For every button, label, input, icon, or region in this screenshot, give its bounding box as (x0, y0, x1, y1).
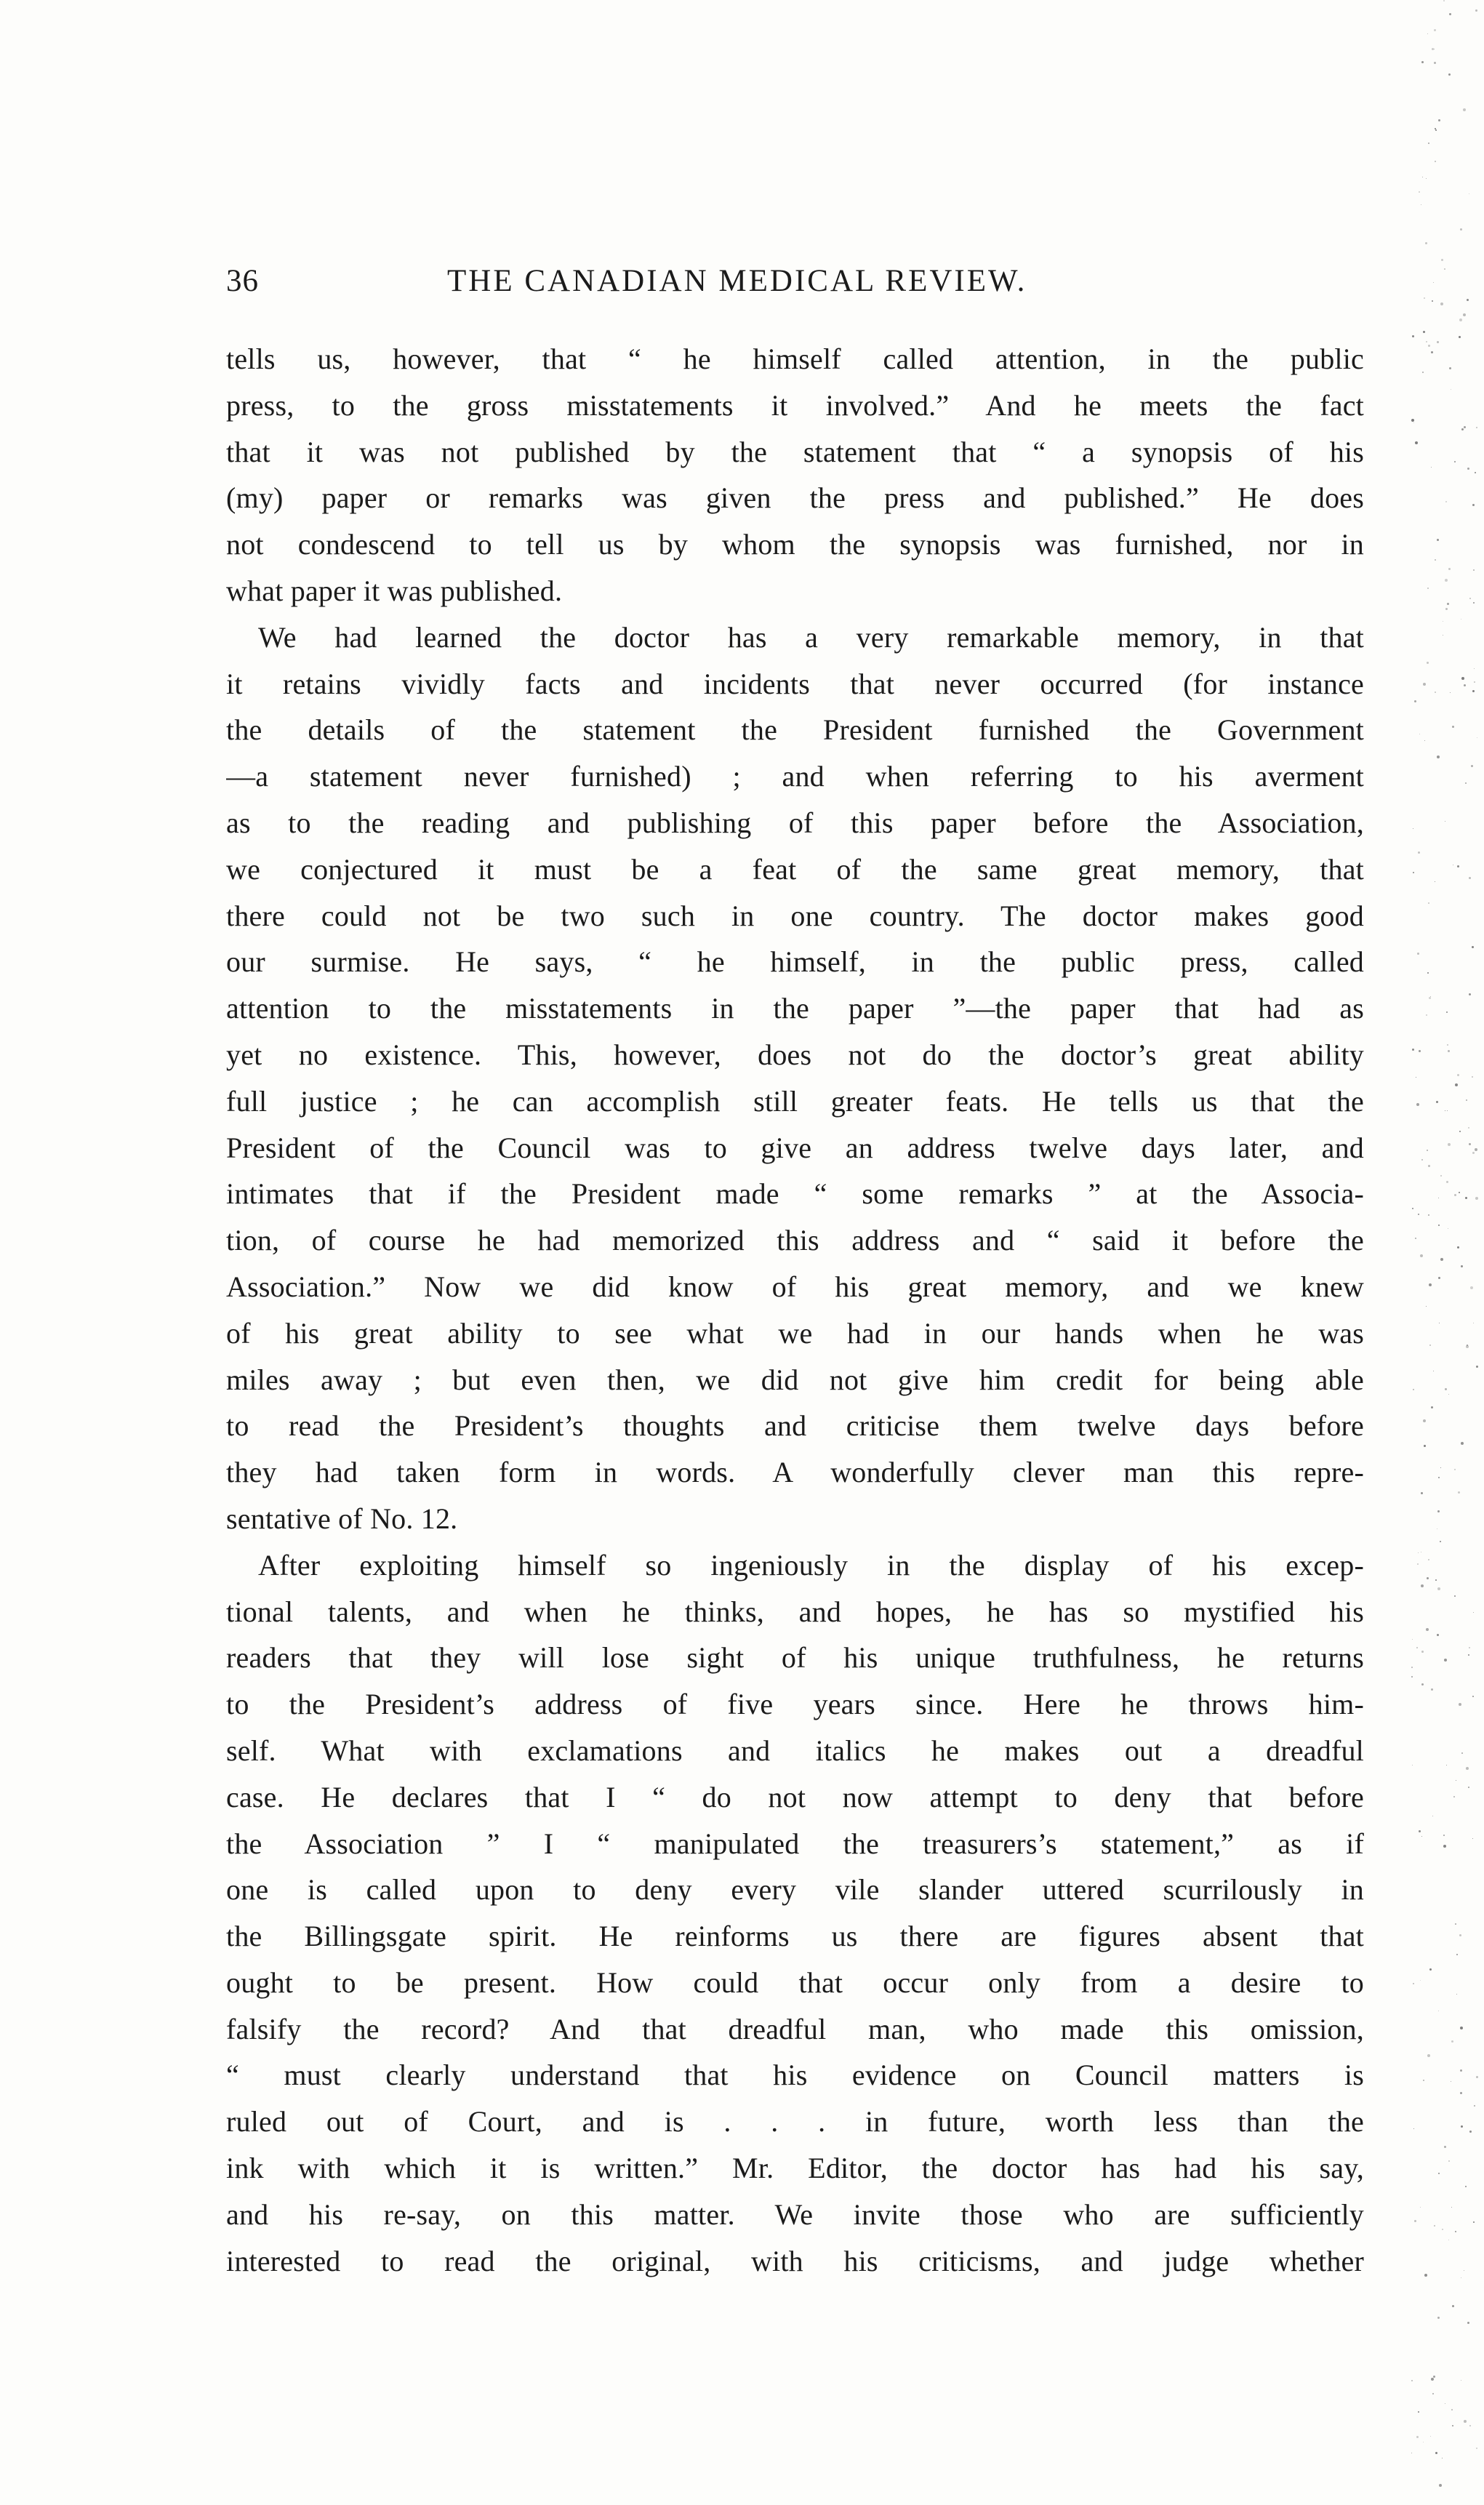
noise-speck (1446, 1181, 1448, 1183)
noise-speck (1421, 1683, 1424, 1686)
noise-speck (1423, 2080, 1424, 2081)
noise-speck (1469, 2131, 1472, 2133)
text-line: the Association ” I “ manipulated the treasurers’s statement,” as if (226, 1827, 1364, 1860)
noise-speck (1426, 341, 1427, 342)
noise-speck (1414, 2220, 1416, 2222)
noise-speck (1476, 1366, 1478, 1368)
noise-speck (1419, 1050, 1421, 1052)
noise-speck (1442, 2229, 1443, 2230)
noise-speck (1426, 1014, 1427, 1016)
noise-speck (1457, 865, 1459, 867)
noise-speck (1474, 681, 1475, 683)
noise-speck (1435, 559, 1436, 561)
noise-speck (1423, 683, 1426, 686)
noise-speck (1459, 1703, 1461, 1706)
noise-speck (1428, 1165, 1430, 1167)
noise-speck (1457, 1246, 1459, 1249)
noise-speck (1433, 282, 1434, 283)
noise-speck (1431, 467, 1432, 468)
noise-speck (1459, 1131, 1461, 1132)
noise-speck (1454, 461, 1456, 462)
noise-speck (1448, 2160, 1450, 2162)
noise-speck (1469, 1143, 1471, 1145)
noise-speck (1463, 108, 1466, 111)
text-line: ink with which it is written.” Mr. Editor, the doctor has had his say, (226, 2152, 1364, 2185)
text-line: yet no existence. This, however, does not do the doctor’s great ability (226, 1038, 1364, 1071)
noise-speck (1423, 331, 1425, 333)
noise-speck (1424, 740, 1425, 741)
noise-speck (1447, 603, 1449, 605)
noise-speck (1460, 228, 1462, 231)
noise-speck (1476, 2076, 1478, 2078)
noise-speck (1456, 1954, 1458, 1955)
noise-speck (1431, 1406, 1433, 1408)
noise-speck (1437, 2317, 1440, 2319)
noise-speck (1428, 1559, 1429, 1560)
noise-speck (1438, 119, 1440, 121)
noise-speck (1411, 1667, 1413, 1668)
noise-speck (1438, 1477, 1440, 1478)
noise-speck (1431, 351, 1433, 353)
noise-speck (1464, 2420, 1467, 2423)
noise-speck (1455, 1923, 1456, 1925)
noise-speck (1475, 9, 1477, 12)
noise-speck (1418, 2411, 1419, 2413)
noise-speck (1423, 1419, 1426, 1422)
noise-speck (1466, 1345, 1469, 1348)
noise-speck (1454, 1595, 1456, 1597)
noise-speck (1466, 1767, 1469, 1770)
noise-speck (1472, 690, 1475, 692)
noise-speck (1417, 1563, 1419, 1565)
noise-speck (1418, 1214, 1419, 1215)
noise-speck (1422, 372, 1424, 373)
text-line: one is called upon to deny every vile slander uttered scurrilously in (226, 1873, 1364, 1907)
noise-speck (1452, 2425, 1453, 2426)
noise-speck (1475, 472, 1476, 473)
noise-speck (1424, 1445, 1426, 1447)
noise-speck (1421, 1836, 1422, 1837)
noise-speck (1448, 73, 1451, 76)
text-line: to read the President’s thoughts and criticise them twelve days before (226, 1409, 1364, 1443)
noise-speck (1411, 419, 1414, 422)
text-line: —a statement never furnished) ; and when referring to his averment (226, 760, 1364, 793)
noise-speck (1473, 569, 1475, 571)
text-line: sentative of No. 12. (226, 1502, 458, 1535)
noise-speck (1428, 1214, 1429, 1216)
noise-speck (1450, 692, 1451, 693)
noise-speck (1476, 427, 1477, 428)
noise-speck (1469, 2425, 1471, 2426)
noise-speck (1460, 2069, 1462, 2072)
noise-speck (1437, 1510, 1440, 1512)
noise-speck (1447, 1044, 1448, 1046)
noise-speck (1447, 1110, 1448, 1111)
noise-speck (1472, 1152, 1475, 1154)
noise-speck (1427, 972, 1429, 974)
text-line: tion, of course he had memorized this address and “ said it before the (226, 1224, 1364, 1257)
noise-speck (1461, 677, 1464, 680)
noise-speck (1471, 765, 1473, 767)
noise-speck (1431, 2378, 1434, 2381)
text-line: tells us, however, that “ he himself called attention, in the public (226, 342, 1364, 375)
noise-speck (1465, 2186, 1467, 2187)
text-line: After exploiting himself so ingeniously in the display of his excep- (258, 1548, 1364, 1582)
noise-speck (1454, 1469, 1456, 1470)
page-header (226, 265, 1157, 316)
running-head: THE CANADIAN MEDICAL REVIEW. (447, 264, 1027, 298)
noise-speck (1469, 877, 1471, 879)
text-line: Association.” Now we did know of his great memory, and we knew (226, 1270, 1364, 1303)
noise-speck (1461, 1265, 1463, 1267)
noise-speck (1412, 1639, 1413, 1640)
text-line: not condescend to tell us by whom the synopsis was furnished, nor in (226, 528, 1364, 561)
text-line: that it was not published by the statement that “ a synopsis of his (226, 435, 1364, 468)
noise-speck (1474, 668, 1475, 669)
noise-speck (1444, 268, 1445, 270)
noise-speck (1449, 367, 1451, 369)
text-line: President of the Council was to give an address twelve days later, and (226, 1131, 1364, 1164)
noise-speck (1443, 0, 1445, 1)
noise-speck (1445, 608, 1448, 610)
noise-speck (1445, 579, 1448, 582)
noise-speck (1432, 48, 1434, 50)
noise-speck (1413, 872, 1414, 873)
noise-speck (1421, 1159, 1423, 1161)
noise-speck (1411, 1676, 1413, 1678)
noise-speck (1427, 2054, 1430, 2057)
noise-speck (1467, 1344, 1468, 1346)
text-line: there could not be two such in one country. The doctor makes good (226, 899, 1364, 932)
noise-speck (1461, 1442, 1464, 1445)
noise-speck (1435, 692, 1436, 693)
noise-speck (1426, 178, 1427, 179)
text-line: readers that they will lose sight of his unique truthfulness, he returns (226, 1641, 1364, 1675)
noise-speck (1429, 1968, 1432, 1971)
noise-speck (1421, 1492, 1423, 1494)
text-line: we conjectured it must be a feat of the same great memory, that (226, 852, 1364, 886)
noise-speck (1415, 441, 1418, 444)
noise-speck (1465, 782, 1467, 784)
noise-speck (1461, 2125, 1463, 2128)
noise-speck (1439, 2484, 1442, 2487)
noise-speck (1475, 1197, 1478, 1200)
noise-speck (1467, 2322, 1469, 2324)
noise-speck (1425, 242, 1427, 244)
noise-speck (1413, 1983, 1414, 1984)
noise-speck (1428, 902, 1429, 904)
noise-speck (1461, 428, 1464, 430)
text-line: attention to the misstatements in the paper ”—the paper that had as (226, 992, 1364, 1025)
noise-speck (1432, 2393, 1434, 2394)
noise-speck (1457, 1074, 1459, 1076)
noise-speck (1416, 1103, 1419, 1106)
text-line: they had taken form in words. A wonderfully clever man this repre- (226, 1456, 1364, 1489)
noise-speck (1464, 426, 1466, 428)
noise-speck (1420, 1254, 1423, 1257)
text-line: the Billingsgate spirit. He reinforms us there are figures absent that (226, 1920, 1364, 1953)
noise-speck (1438, 1277, 1440, 1279)
paragraph (226, 336, 1364, 614)
noise-speck (1476, 2448, 1477, 2449)
noise-speck (1464, 684, 1466, 686)
noise-speck (1452, 726, 1454, 728)
text-line: interested to read the original, with his criticisms, and judge whether (226, 2244, 1364, 2277)
noise-speck (1413, 422, 1414, 423)
noise-speck (1474, 2105, 1475, 2107)
noise-speck (1426, 1306, 1427, 1307)
noise-speck (1435, 2452, 1437, 2454)
scan-margin-noise (1382, 0, 1484, 2505)
noise-speck (1438, 2173, 1440, 2174)
noise-speck (1437, 341, 1439, 343)
noise-speck (1438, 1225, 1440, 1226)
noise-speck (1427, 1150, 1428, 1151)
noise-speck (1451, 2409, 1453, 2410)
text-line: full justice ; he can accomplish still greater feats. He tells us that the (226, 1084, 1364, 1118)
article-body (226, 336, 1364, 2284)
noise-speck (1421, 61, 1424, 63)
noise-speck (1446, 1011, 1448, 1013)
noise-speck (1440, 1541, 1441, 1542)
noise-speck (1472, 1838, 1473, 1839)
noise-speck (1414, 700, 1416, 702)
noise-speck (1466, 1099, 1467, 1101)
noise-speck (1472, 504, 1475, 506)
noise-speck (1431, 1688, 1433, 1691)
noise-speck (1435, 128, 1436, 129)
noise-speck (1424, 2274, 1427, 2277)
noise-speck (1412, 1208, 1413, 1209)
noise-speck (1413, 1389, 1414, 1390)
noise-speck (1429, 997, 1431, 999)
noise-speck (1441, 259, 1443, 261)
noise-speck (1475, 1148, 1477, 1151)
noise-speck (1469, 598, 1471, 599)
noise-speck (1448, 1394, 1449, 1395)
noise-speck (1437, 539, 1439, 541)
noise-speck (1443, 1845, 1446, 1848)
noise-speck (1461, 1752, 1463, 1754)
noise-speck (1411, 2380, 1413, 2381)
noise-speck (1456, 1994, 1457, 1995)
noise-speck (1437, 1587, 1440, 1590)
noise-speck (1427, 1577, 1429, 1579)
text-line: ought to be present. How could that occur only from a desire to (226, 1965, 1364, 1999)
noise-speck (1437, 1634, 1439, 1636)
noise-speck (1463, 313, 1466, 316)
text-line: self. What with exclamations and italics he makes out a dreadful (226, 1734, 1364, 1767)
noise-speck (1455, 2231, 1456, 2232)
noise-speck (1417, 953, 1419, 955)
text-line: to the President’s address of five years since. Here he throws him- (226, 1688, 1364, 1721)
noise-speck (1468, 1654, 1469, 1656)
page-number: 36 (226, 264, 259, 298)
noise-speck (1465, 1197, 1467, 1199)
noise-speck (1418, 1552, 1419, 1553)
text-line: falsify the record? And that dreadful man, who made this omission, (226, 2012, 1364, 2045)
text-line: of his great ability to see what we had in our hands when he was (226, 1316, 1364, 1350)
noise-speck (1429, 1344, 1431, 1346)
noise-speck (1434, 2225, 1435, 2227)
text-line: the details of the statement the President furnished the Government (226, 713, 1364, 747)
noise-speck (1418, 851, 1420, 854)
noise-speck (1429, 1283, 1432, 1286)
noise-speck (1440, 1467, 1441, 1468)
text-line: ruled out of Court, and is . . . in future, worth less than the (226, 2105, 1364, 2139)
text-line: tional talents, and when he thinks, and hopes, he has so mystified his (226, 1595, 1364, 1628)
noise-speck (1440, 1258, 1443, 1261)
noise-speck (1435, 1579, 1437, 1581)
noise-speck (1433, 2376, 1435, 2378)
paragraph (226, 614, 1364, 1542)
noise-speck (1444, 2146, 1446, 2148)
noise-speck (1416, 2436, 1419, 2438)
noise-speck (1451, 2207, 1452, 2208)
text-line: what paper it was published. (226, 574, 563, 607)
noise-speck (1448, 568, 1451, 570)
noise-speck (1451, 2040, 1453, 2043)
noise-speck (1459, 318, 1462, 321)
noise-speck (1454, 1194, 1456, 1196)
noise-speck (1424, 297, 1425, 299)
noise-speck (1458, 1491, 1460, 1494)
noise-speck (1448, 1050, 1450, 1052)
noise-speck (1421, 1651, 1424, 1653)
paragraph (226, 1542, 1364, 2285)
noise-speck (1443, 1835, 1445, 1836)
noise-speck (1468, 1787, 1469, 1788)
noise-speck (1473, 2221, 1475, 2223)
noise-speck (1428, 143, 1429, 144)
noise-speck (1436, 1101, 1438, 1103)
text-line: intimates that if the President made “ some remarks ” at the Associa- (226, 1177, 1364, 1211)
noise-speck (1416, 1647, 1418, 1648)
noise-speck (1459, 336, 1461, 338)
noise-speck (1470, 1286, 1473, 1289)
noise-speck (1413, 2128, 1414, 2129)
text-line: (my) paper or remarks was given the press and published.” He does (226, 481, 1364, 515)
noise-speck (1469, 993, 1471, 995)
noise-speck (1428, 345, 1430, 347)
text-line: it retains vividly facts and incidents that never occurred (for instance (226, 667, 1364, 700)
noise-speck (1435, 129, 1437, 131)
noise-speck (1467, 299, 1469, 301)
noise-speck (1460, 2092, 1462, 2094)
noise-speck (1452, 2305, 1454, 2307)
noise-speck (1427, 33, 1428, 34)
text-line: press, to the gross misstatements it involved.” And he meets the fact (226, 388, 1364, 422)
noise-speck (1415, 1238, 1416, 1239)
noise-speck (1459, 1934, 1461, 1936)
noise-speck (1449, 13, 1451, 15)
text-line: our surmise. He says, “ he himself, in the public press, called (226, 945, 1364, 979)
noise-speck (1426, 1628, 1429, 1631)
noise-speck (1435, 161, 1436, 162)
text-line: case. He declares that I “ do not now attempt to deny that before (226, 1780, 1364, 1813)
noise-speck (1472, 1076, 1473, 1078)
text-line: and his re-say, on this matter. We invite those who are sufficiently (226, 2197, 1364, 2231)
noise-speck (1460, 2027, 1463, 2029)
noise-speck (1434, 29, 1436, 31)
noise-speck (1445, 501, 1447, 502)
noise-speck (1445, 1388, 1447, 1390)
noise-speck (1472, 1696, 1474, 1697)
noise-speck (1432, 300, 1433, 302)
noise-speck (1467, 468, 1469, 470)
text-line: We had learned the doctor has a very remarkable memory, in that (258, 620, 1364, 654)
noise-speck (1473, 1612, 1474, 1613)
noise-speck (1419, 1830, 1421, 1832)
noise-speck (1468, 1127, 1469, 1129)
noise-speck (1430, 996, 1431, 997)
noise-speck (1420, 1980, 1421, 1981)
noise-speck (1412, 335, 1414, 337)
noise-speck (1472, 946, 1474, 948)
noise-speck (1419, 191, 1420, 193)
noise-speck (1455, 1083, 1458, 1086)
noise-speck (1459, 1192, 1460, 1193)
noise-speck (1437, 755, 1440, 758)
text-line: miles away ; but even then, we did not give him credit for being able (226, 1363, 1364, 1396)
noise-speck (1444, 1659, 1447, 1662)
noise-speck (1453, 1796, 1455, 1797)
noise-speck (1440, 1175, 1442, 1177)
text-line: as to the reading and publishing of this paper before the Association, (226, 806, 1364, 839)
noise-speck (1473, 602, 1475, 604)
noise-speck (1440, 302, 1443, 305)
noise-speck (1434, 62, 1436, 64)
noise-speck (1420, 2207, 1421, 2208)
noise-speck (1430, 2436, 1431, 2437)
noise-speck (1469, 1647, 1470, 1648)
text-line: “ must clearly understand that his evidence on Council matters is (226, 2059, 1364, 2092)
noise-speck (1448, 1143, 1451, 1146)
noise-speck (1412, 1049, 1414, 1051)
noise-speck (1427, 662, 1429, 664)
noise-speck (1421, 1584, 1424, 1587)
noise-speck (1427, 588, 1429, 589)
